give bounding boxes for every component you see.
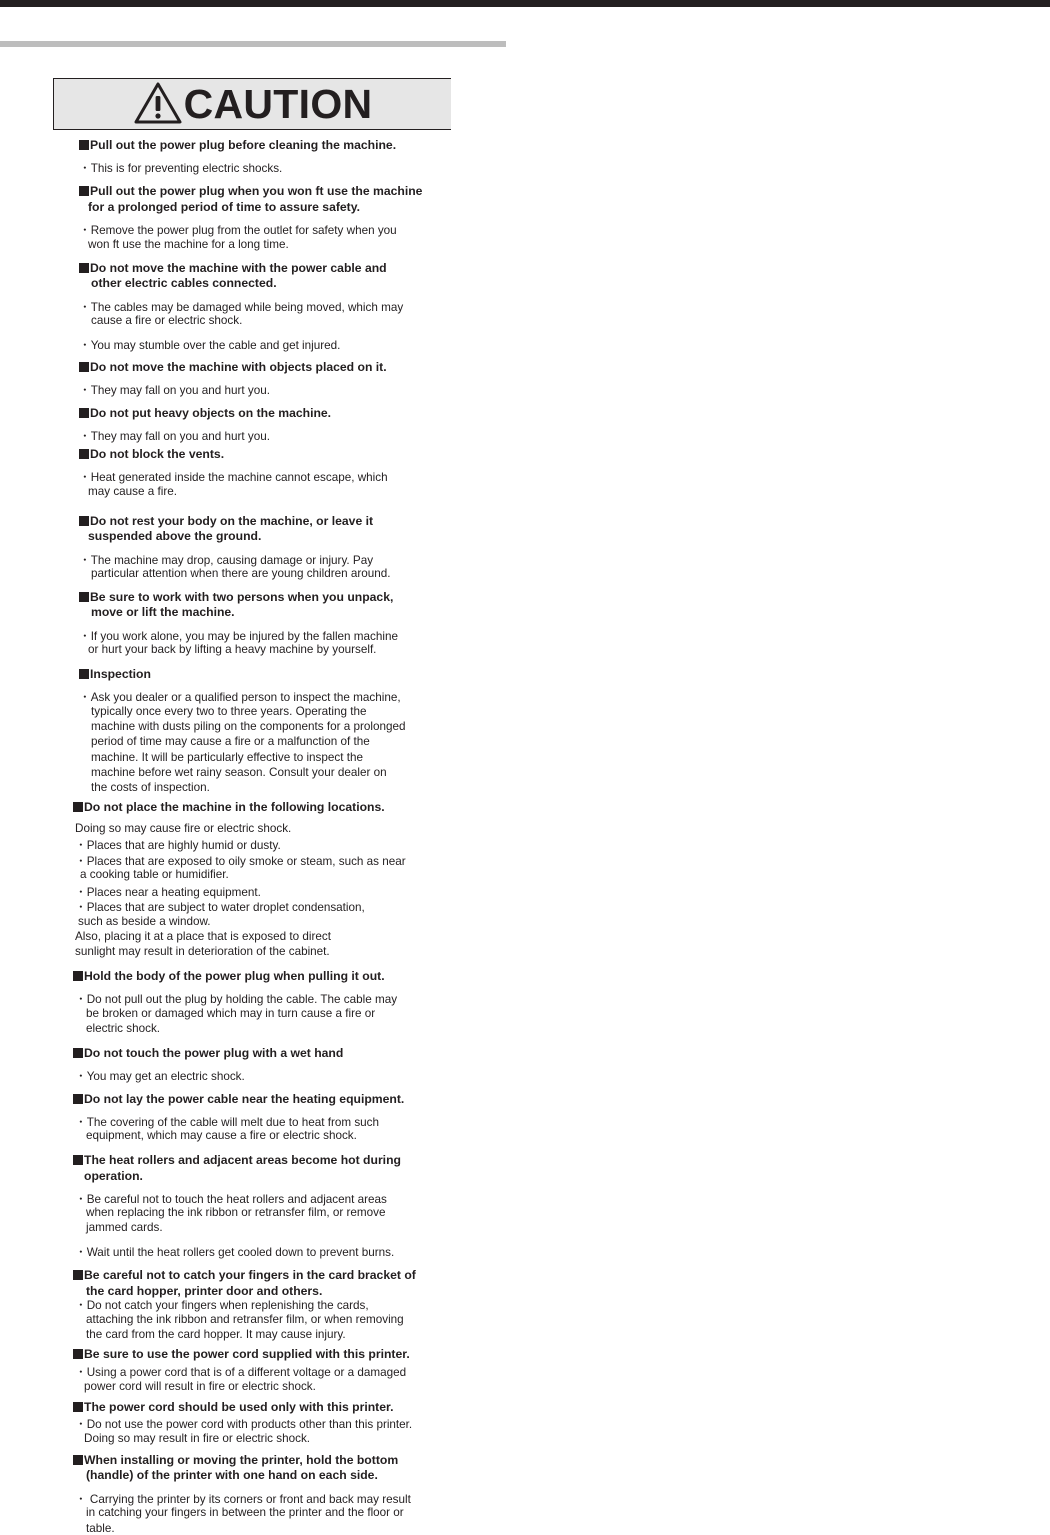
- section-body-text: or hurt your back by lifting a heavy machine by yourself.: [88, 643, 377, 656]
- section-heading: Pull out the power plug before cleaning the machine.: [79, 138, 396, 152]
- black-square-icon: [79, 140, 89, 150]
- black-square-icon: [73, 1155, 83, 1165]
- section-body-text: ・Do not catch your fingers when replenishing the cards,: [75, 1299, 369, 1312]
- section-heading: suspended above the ground.: [88, 529, 262, 543]
- section-heading: Be careful not to catch your fingers in the card bracket of: [73, 1268, 416, 1282]
- section-heading: When installing or moving the printer, hold the bottom: [73, 1453, 398, 1467]
- section-heading: Do not move the machine with objects placed on it.: [79, 360, 387, 374]
- section-body-text: be broken or damaged which may in turn cause a fire or: [86, 1007, 376, 1020]
- black-square-icon: [73, 1048, 83, 1058]
- section-body-text: Doing so may cause fire or electric shock.: [75, 822, 292, 835]
- section-body-text: period of time may cause a fire or a malfunction of the: [91, 735, 370, 748]
- section-body-text: ・Heat generated inside the machine cannot escape, which: [79, 471, 388, 484]
- section-body-text: won ft use the machine for a long time.: [88, 238, 289, 251]
- section-body-text: ・ Carrying the printer by its corners or front and back may result: [75, 1493, 411, 1506]
- section-heading: Do not place the machine in the following locations.: [73, 800, 385, 814]
- section-body-text: jammed cards.: [86, 1221, 163, 1234]
- black-square-icon: [79, 186, 89, 196]
- section-heading: Do not move the machine with the power cable and: [79, 261, 387, 275]
- section-body-text: ・Do not pull out the plug by holding the cable. The cable may: [75, 993, 398, 1006]
- section-heading: move or lift the machine.: [91, 605, 235, 619]
- section-body-text: the card from the card hopper. It may cause injury.: [86, 1328, 346, 1341]
- section-body-text: when replacing the ink ribbon or retransfer film, or remove: [86, 1206, 386, 1219]
- black-square-icon: [73, 1094, 83, 1104]
- caution-list: [0, 0, 506, 1535]
- section-body-text: typically once every two to three years. Operating the: [91, 705, 367, 718]
- section-heading: Do not put heavy objects on the machine.: [79, 406, 331, 420]
- section-body-text: ・They may fall on you and hurt you.: [79, 430, 270, 443]
- section-heading: Be sure to work with two persons when you unpack,: [79, 590, 393, 604]
- black-square-icon: [79, 263, 89, 273]
- section-body-text: cause a fire or electric shock.: [91, 314, 243, 327]
- section-heading: The heat rollers and adjacent areas become hot during: [73, 1153, 401, 1167]
- black-square-icon: [79, 408, 89, 418]
- section-heading: Hold the body of the power plug when pulling it out.: [73, 969, 385, 983]
- section-body-text: in catching your fingers in between the printer and the floor or: [86, 1506, 404, 1519]
- section-body-text: ・Remove the power plug from the outlet for safety when you: [79, 224, 397, 237]
- section-heading: Inspection: [79, 667, 151, 681]
- black-square-icon: [73, 971, 83, 981]
- section-body-text: attaching the ink ribbon and retransfer film, or when removing: [86, 1313, 404, 1326]
- black-square-icon: [79, 669, 89, 679]
- section-heading: (handle) of the printer with one hand on each side.: [86, 1468, 378, 1482]
- section-heading: Do not block the vents.: [79, 447, 224, 461]
- section-body-text: such as beside a window.: [78, 915, 211, 928]
- section-body-text: ・The machine may drop, causing damage or injury. Pay: [79, 554, 374, 567]
- section-body-text: ・The cables may be damaged while being moved, which may: [79, 301, 404, 314]
- section-body-text: ・They may fall on you and hurt you.: [79, 384, 270, 397]
- section-heading: operation.: [84, 1169, 143, 1183]
- section-body-text: ・Places that are exposed to oily smoke or steam, such as near: [75, 855, 406, 868]
- section-body-text: a cooking table or humidifier.: [80, 868, 229, 881]
- section-body-text: ・Places that are highly humid or dusty.: [75, 839, 281, 852]
- black-square-icon: [73, 1349, 83, 1359]
- section-heading: Do not rest your body on the machine, or leave it: [79, 514, 373, 528]
- section-body-text: power cord will result in fire or electric shock.: [84, 1380, 316, 1393]
- black-square-icon: [79, 516, 89, 526]
- section-heading: The power cord should be used only with this printer.: [73, 1400, 393, 1414]
- section-body-text: ・This is for preventing electric shocks.: [79, 162, 283, 175]
- section-body-text: table.: [86, 1522, 115, 1535]
- caution-title: CAUTION: [183, 80, 373, 127]
- section-body-text: ・You may get an electric shock.: [75, 1070, 245, 1083]
- black-square-icon: [79, 362, 89, 372]
- black-square-icon: [73, 1455, 83, 1465]
- section-heading: Be sure to use the power cord supplied with this printer.: [73, 1347, 410, 1361]
- black-square-icon: [73, 1270, 83, 1280]
- section-body-text: Also, placing it at a place that is exposed to direct: [75, 930, 331, 943]
- black-square-icon: [73, 802, 83, 812]
- section-heading: Pull out the power plug when you won ft use the machine: [79, 184, 422, 198]
- section-body-text: ・Do not use the power cord with products other than this printer.: [75, 1418, 413, 1431]
- section-body-text: equipment, which may cause a fire or electric shock.: [86, 1129, 357, 1142]
- section-body-text: ・Places near a heating equipment.: [75, 886, 261, 899]
- black-square-icon: [79, 449, 89, 459]
- section-body-text: machine before wet rainy season. Consult your dealer on: [91, 766, 387, 779]
- section-body-text: machine with dusts piling on the components for a prolonged: [91, 720, 406, 733]
- section-body-text: particular attention when there are young children around.: [91, 567, 391, 580]
- section-body-text: sunlight may result in deterioration of the cabinet.: [75, 945, 330, 958]
- section-body-text: may cause a fire.: [88, 485, 177, 498]
- section-heading: the card hopper, printer door and others.: [86, 1284, 323, 1298]
- section-body-text: ・If you work alone, you may be injured by the fallen machine: [79, 630, 398, 643]
- section-body-text: ・Be careful not to touch the heat rollers and adjacent areas: [75, 1193, 387, 1206]
- section-heading: Do not touch the power plug with a wet hand: [73, 1046, 343, 1060]
- black-square-icon: [73, 1402, 83, 1412]
- section-heading: for a prolonged period of time to assure safety.: [88, 200, 361, 214]
- section-body-text: machine. It will be particularly effective to inspect the: [91, 751, 363, 764]
- section-body-text: ・Places that are subject to water droplet condensation,: [75, 901, 365, 914]
- black-square-icon: [79, 592, 89, 602]
- section-body-text: electric shock.: [86, 1022, 161, 1035]
- section-body-text: Doing so may result in fire or electric shock.: [84, 1432, 311, 1445]
- section-heading: other electric cables connected.: [91, 276, 277, 290]
- section-heading: Do not lay the power cable near the heating equipment.: [73, 1092, 404, 1106]
- section-body-text: ・You may stumble over the cable and get injured.: [79, 339, 341, 352]
- section-body-text: ・The covering of the cable will melt due to heat from such: [75, 1116, 380, 1129]
- section-body-text: the costs of inspection.: [91, 781, 210, 794]
- section-body-text: ・Using a power cord that is of a different voltage or a damaged: [75, 1366, 407, 1379]
- section-body-text: ・Ask you dealer or a qualified person to inspect the machine,: [79, 691, 401, 704]
- section-body-text: ・Wait until the heat rollers get cooled down to prevent burns.: [75, 1246, 395, 1259]
